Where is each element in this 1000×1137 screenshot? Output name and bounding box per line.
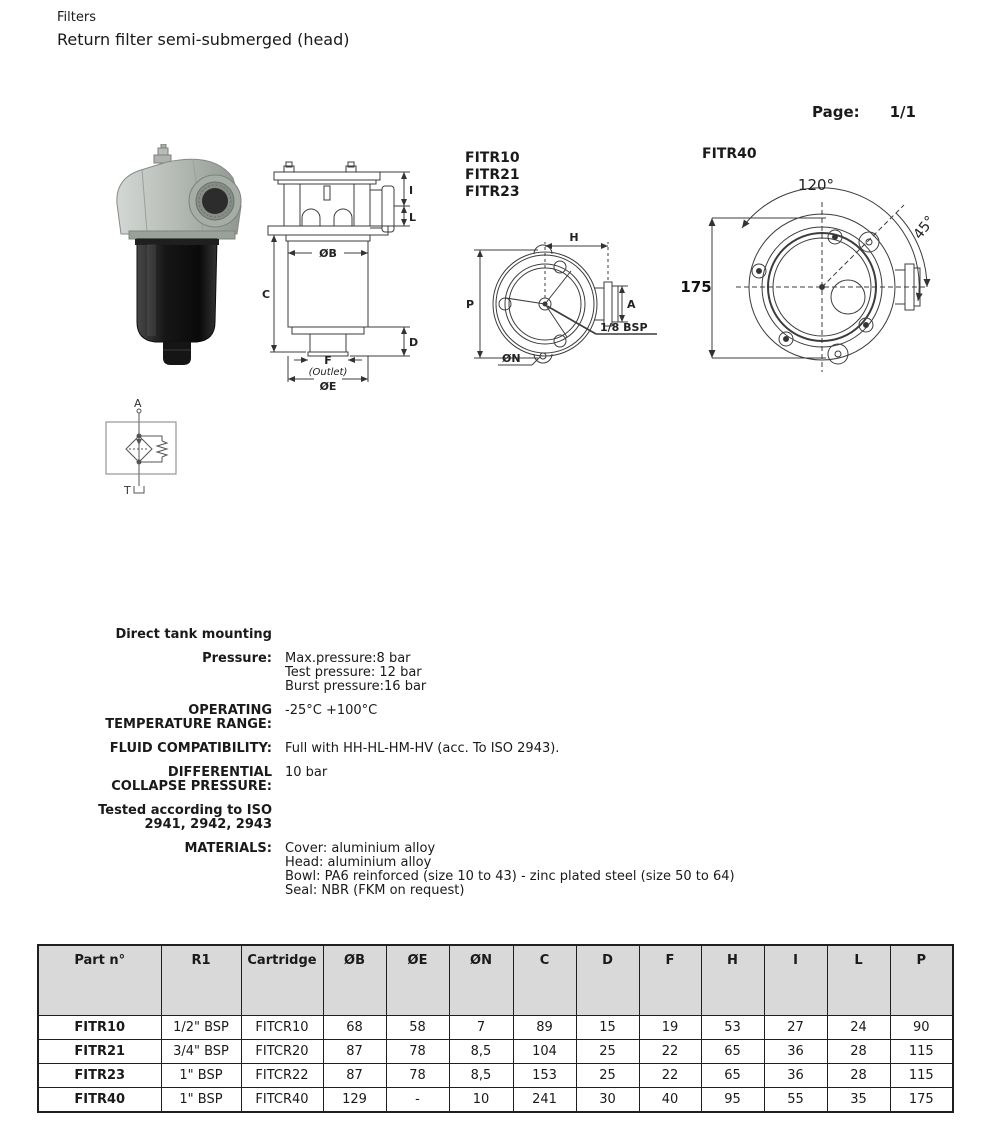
spec-value-line: Cover: aluminium alloy — [285, 841, 436, 856]
spec-row — [92, 804, 812, 832]
column-header: C — [513, 945, 576, 1016]
value-cell: 15 — [576, 1016, 639, 1040]
value-cell: - — [386, 1088, 449, 1113]
part-number-cell: FITR10 — [38, 1016, 161, 1040]
page-indicator — [812, 103, 916, 121]
spec-value-line: Test pressure: 12 bar — [285, 665, 422, 680]
value-cell: 25 — [576, 1040, 639, 1064]
page-label: Page: — [812, 103, 860, 121]
part-number-cell: FITR21 — [38, 1040, 161, 1064]
value-cell: 65 — [701, 1040, 764, 1064]
model-labels-small — [465, 150, 520, 201]
value-cell: 68 — [323, 1016, 386, 1040]
value-cell: 8,5 — [449, 1064, 513, 1088]
value-cell: 115 — [890, 1064, 953, 1088]
spec-row — [92, 766, 812, 794]
spec-row — [92, 652, 812, 694]
value-cell: 78 — [386, 1064, 449, 1088]
spec-value-line: Max.pressure:8 bar — [285, 651, 411, 666]
value-cell: 175 — [890, 1088, 953, 1113]
spec-value-line: Burst pressure:16 bar — [285, 679, 427, 694]
value-cell: 153 — [513, 1064, 576, 1088]
spec-label: MATERIALS: — [184, 841, 272, 856]
dim-label-f: F — [324, 354, 332, 367]
value-cell: 19 — [639, 1016, 701, 1040]
dim-label-p: P — [466, 298, 475, 311]
spec-values — [285, 842, 735, 898]
value-cell: 65 — [701, 1064, 764, 1088]
value-cell: 24 — [827, 1016, 890, 1040]
column-header: ØN — [449, 945, 513, 1016]
hydraulic-symbol — [98, 396, 190, 498]
table-row — [38, 1088, 953, 1113]
column-header: P — [890, 945, 953, 1016]
spec-label: Tested according to ISO 2941, 2942, 2943 — [98, 803, 272, 832]
value-cell: 115 — [890, 1040, 953, 1064]
spec-value-line: Full with HH-HL-HM-HV (acc. To ISO 2943). — [285, 741, 560, 756]
value-cell: 8,5 — [449, 1040, 513, 1064]
dim-label-175: 175 — [680, 278, 712, 296]
dim-label-on: ØN — [502, 352, 521, 365]
column-header: R1 — [161, 945, 241, 1016]
part-number-cell: FITR23 — [38, 1064, 161, 1088]
value-cell: 22 — [639, 1064, 701, 1088]
page-title: Return filter semi-submerged (head) — [57, 30, 350, 49]
value-cell: 53 — [701, 1016, 764, 1040]
column-header: H — [701, 945, 764, 1016]
model-label: FITR23 — [465, 184, 520, 200]
value-cell: 1" BSP — [161, 1064, 241, 1088]
side-section-drawing — [260, 158, 418, 392]
table-row — [38, 1016, 953, 1040]
model-label-fitr40: FITR40 — [702, 146, 757, 162]
value-cell: FITCR40 — [241, 1088, 323, 1113]
value-cell: 129 — [323, 1088, 386, 1113]
value-cell: 35 — [827, 1088, 890, 1113]
spec-row — [92, 628, 812, 642]
value-cell: 28 — [827, 1064, 890, 1088]
spec-values — [285, 704, 377, 732]
spec-value-line: Seal: NBR (FKM on request) — [285, 883, 465, 898]
value-cell: 90 — [890, 1016, 953, 1040]
value-cell: 10 — [449, 1088, 513, 1113]
spec-row — [92, 704, 812, 732]
value-cell: 1/2" BSP — [161, 1016, 241, 1040]
spec-value-line: Head: aluminium alloy — [285, 855, 432, 870]
value-cell: 1" BSP — [161, 1088, 241, 1113]
fitr40-view-drawing — [658, 158, 958, 382]
symbol-port-t: T — [124, 484, 131, 497]
table-row — [38, 1040, 953, 1064]
value-cell: 3/4" BSP — [161, 1040, 241, 1064]
dim-label-c: C — [262, 288, 271, 301]
value-cell: 36 — [764, 1064, 827, 1088]
table-row — [38, 1064, 953, 1088]
column-header: Cartridge — [241, 945, 323, 1016]
category-label: Filters — [57, 10, 96, 25]
dim-label-oe: ØE — [319, 380, 337, 392]
spec-value-line: -25°C +100°C — [285, 703, 378, 718]
value-cell: 7 — [449, 1016, 513, 1040]
spec-label: Direct tank mounting — [115, 627, 272, 642]
dim-label-l: L — [409, 211, 417, 224]
spec-label: FLUID COMPATIBILITY: — [109, 741, 272, 756]
value-cell: 87 — [323, 1040, 386, 1064]
value-cell: 28 — [827, 1040, 890, 1064]
value-cell: 95 — [701, 1088, 764, 1113]
spec-values — [285, 766, 327, 794]
value-cell: 241 — [513, 1088, 576, 1113]
spec-values — [285, 742, 559, 756]
model-label: FITR21 — [465, 167, 520, 183]
value-cell: FITCR22 — [241, 1064, 323, 1088]
spec-value-line: 10 bar — [285, 765, 328, 780]
outlet-note: (Outlet) — [308, 367, 348, 378]
dim-label-ob: ØB — [319, 247, 337, 260]
dimension-table-wrap — [37, 944, 954, 1113]
value-cell: 87 — [323, 1064, 386, 1088]
specs-section — [92, 628, 812, 908]
dim-label-a: A — [627, 298, 636, 311]
spec-label: DIFFERENTIAL COLLAPSE PRESSURE: — [111, 765, 272, 794]
value-cell: 58 — [386, 1016, 449, 1040]
column-header: ØE — [386, 945, 449, 1016]
value-cell: 55 — [764, 1088, 827, 1113]
table-header-row — [38, 945, 953, 1016]
column-header: F — [639, 945, 701, 1016]
model-label: FITR10 — [465, 150, 520, 166]
value-cell: FITCR20 — [241, 1040, 323, 1064]
part-number-cell: FITR40 — [38, 1088, 161, 1113]
dim-label-d: D — [409, 336, 418, 349]
value-cell: 27 — [764, 1016, 827, 1040]
angle-label-45: 45° — [910, 213, 939, 243]
column-header: Part n° — [38, 945, 161, 1016]
symbol-port-a: A — [134, 397, 142, 410]
dim-label-i: I — [409, 184, 414, 197]
angle-label-120: 120° — [797, 176, 835, 194]
spec-values — [285, 652, 426, 694]
top-view-drawing — [450, 220, 665, 378]
column-header: ØB — [323, 945, 386, 1016]
value-cell: 25 — [576, 1064, 639, 1088]
table-body — [38, 1016, 953, 1113]
spec-value-line: Bowl: PA6 reinforced (size 10 to 43) - zinc plated steel (size 50 to 64) — [285, 869, 735, 884]
value-cell: 78 — [386, 1040, 449, 1064]
column-header: I — [764, 945, 827, 1016]
value-cell: 36 — [764, 1040, 827, 1064]
port-note-bsp: 1/8 BSP — [600, 321, 648, 334]
spec-label: Pressure: — [202, 651, 272, 666]
value-cell: FITCR10 — [241, 1016, 323, 1040]
page-number: 1/1 — [889, 103, 916, 121]
value-cell: 30 — [576, 1088, 639, 1113]
value-cell: 104 — [513, 1040, 576, 1064]
dim-label-h: H — [569, 231, 579, 244]
value-cell: 40 — [639, 1088, 701, 1113]
spec-row — [92, 842, 812, 898]
spec-row — [92, 742, 812, 756]
spec-label: OPERATING TEMPERATURE RANGE: — [105, 703, 272, 732]
value-cell: 89 — [513, 1016, 576, 1040]
column-header: D — [576, 945, 639, 1016]
dimension-table — [37, 944, 954, 1113]
product-photo — [95, 144, 260, 376]
value-cell: 22 — [639, 1040, 701, 1064]
column-header: L — [827, 945, 890, 1016]
